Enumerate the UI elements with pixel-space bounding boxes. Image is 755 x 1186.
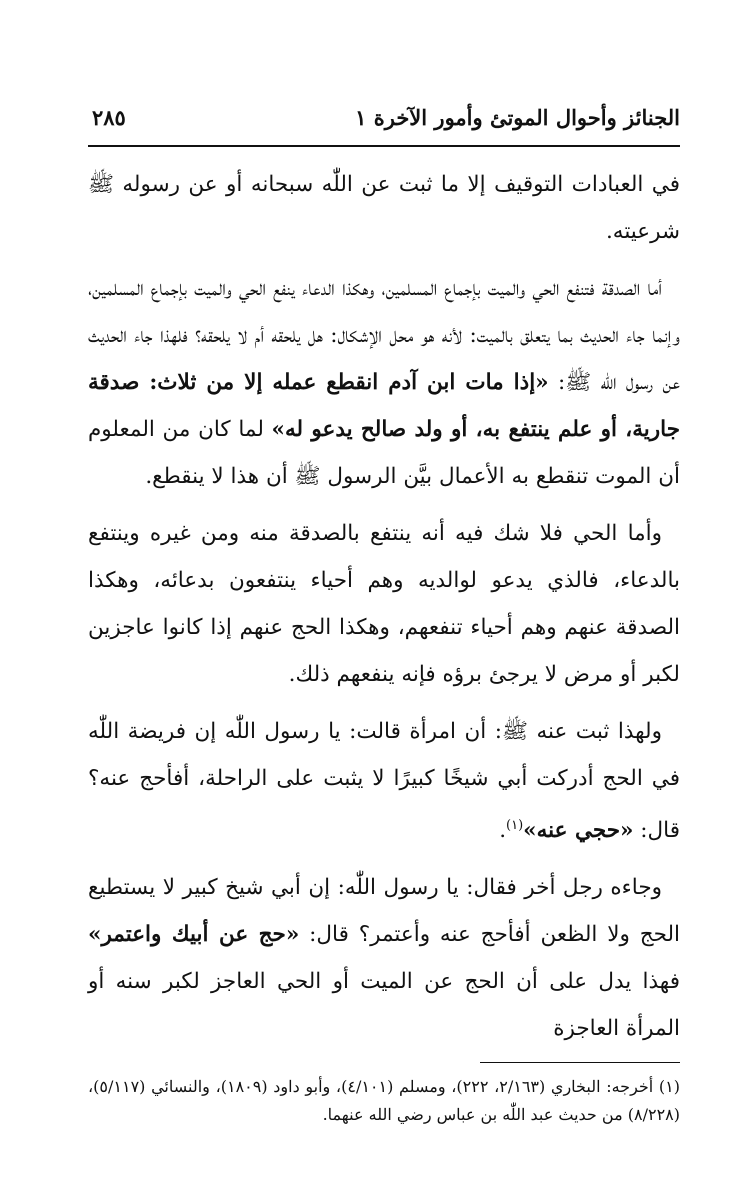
running-header xyxy=(88,105,680,145)
paragraph-5-text-a: وجاءه رجل أخر فقال: يا رسول اللّٰه: إن أبي شيخ كبير لا يستطيع الحج ولا الظعن أفأحج عنه وأعتمر؟ قال: xyxy=(88,875,680,948)
paragraph-4-text-c: . xyxy=(499,818,507,844)
hadith-quote-2: «حجي عنه» xyxy=(523,818,634,844)
footnote xyxy=(88,1073,680,1129)
paragraph-4 xyxy=(88,708,680,854)
paragraph-1 xyxy=(88,161,680,255)
footnote-text: (١) أخرجه: البخاري (٢/١٦٣، ٢٢٢)، ومسلم (٤/١٠١)، وأبو داود (١٨٠٩)، والنسائي (٥/١١٧)، (٨/٢٢٨) من حديث عبد اللّٰه بن عباس رضي الله عنهما. xyxy=(88,1077,680,1125)
paragraph-1-text: في العبادات التوقيف إلا ما ثبت عن اللّٰه سبحانه أو عن رسوله ﷺ شرعيته. xyxy=(88,172,680,244)
paragraph-4-text-a: ولهذا ثبت عنه ﷺ: أن امرأة قالت: يا رسول اللّٰه إن فريضة اللّٰه في الحج أدركت أبي شيخًا كبيرًا لا يثبت على الراحلة، أفأحج عنه؟ قال: xyxy=(88,719,680,844)
footnote-rule xyxy=(480,1062,680,1063)
paragraph-2-text-c: لما كان من المعلوم أن الموت تنقطع به الأعمال بيَّن الرسول ﷺ أن هذا لا ينقطع. xyxy=(88,417,680,489)
paragraph-3 xyxy=(88,510,680,698)
page-number: ٢٨٥ xyxy=(92,105,126,130)
footnote-marker[interactable]: (١) xyxy=(506,818,524,833)
hadith-quote-1: «إذا مات ابن آدم انقطع عمله إلا من ثلاث: صدقة جارية، أو علم ينتفع به، أو ولد صالح يدعو له» xyxy=(88,370,680,442)
header-rule xyxy=(88,145,680,147)
paragraph-5-text-c: فهذا يدل على أن الحج عن الميت أو الحي العاجز لكبر سنه أو المرأة العاجزة xyxy=(88,969,680,1042)
paragraph-5 xyxy=(88,864,680,1052)
hadith-quote-3: «حج عن أبيك واعتمر» xyxy=(88,922,300,948)
book-page xyxy=(88,105,680,1129)
paragraph-2 xyxy=(88,265,680,500)
paragraph-3-text: وأما الحي فلا شك فيه أنه ينتفع بالصدقة منه ومن غيره وينتفع بالدعاء، فالذي يدعو لوالديه وهم أحياء ينتفعون بدعائه، وهكذا الصدقة عنهم وهم أحياء تنفعهم، وهكذا الحج عنهم إذا كانوا عاجزين لكبر أو مرض لا يرجئ برؤه فإنه ينفعهم ذلك. xyxy=(88,521,680,687)
paragraph-2-text-a: أما الصدقة فتنفع الحي والميت بإجماع المسلمين، وهكذا الدعاء ينفع الحي والميت بإجماع المسلمين، وإنما جاء الحديث بما يتعلق بالميت: لأنه هو محل الإشكال: هل يلحقه أم لا يلحقه؟ فلهذا جاء الحديث عن رسول اللّٰه ﷺ: xyxy=(88,276,680,395)
chapter-title: الجنائز وأحوال الموتئ وأمور الآخرة ١ xyxy=(355,105,680,130)
